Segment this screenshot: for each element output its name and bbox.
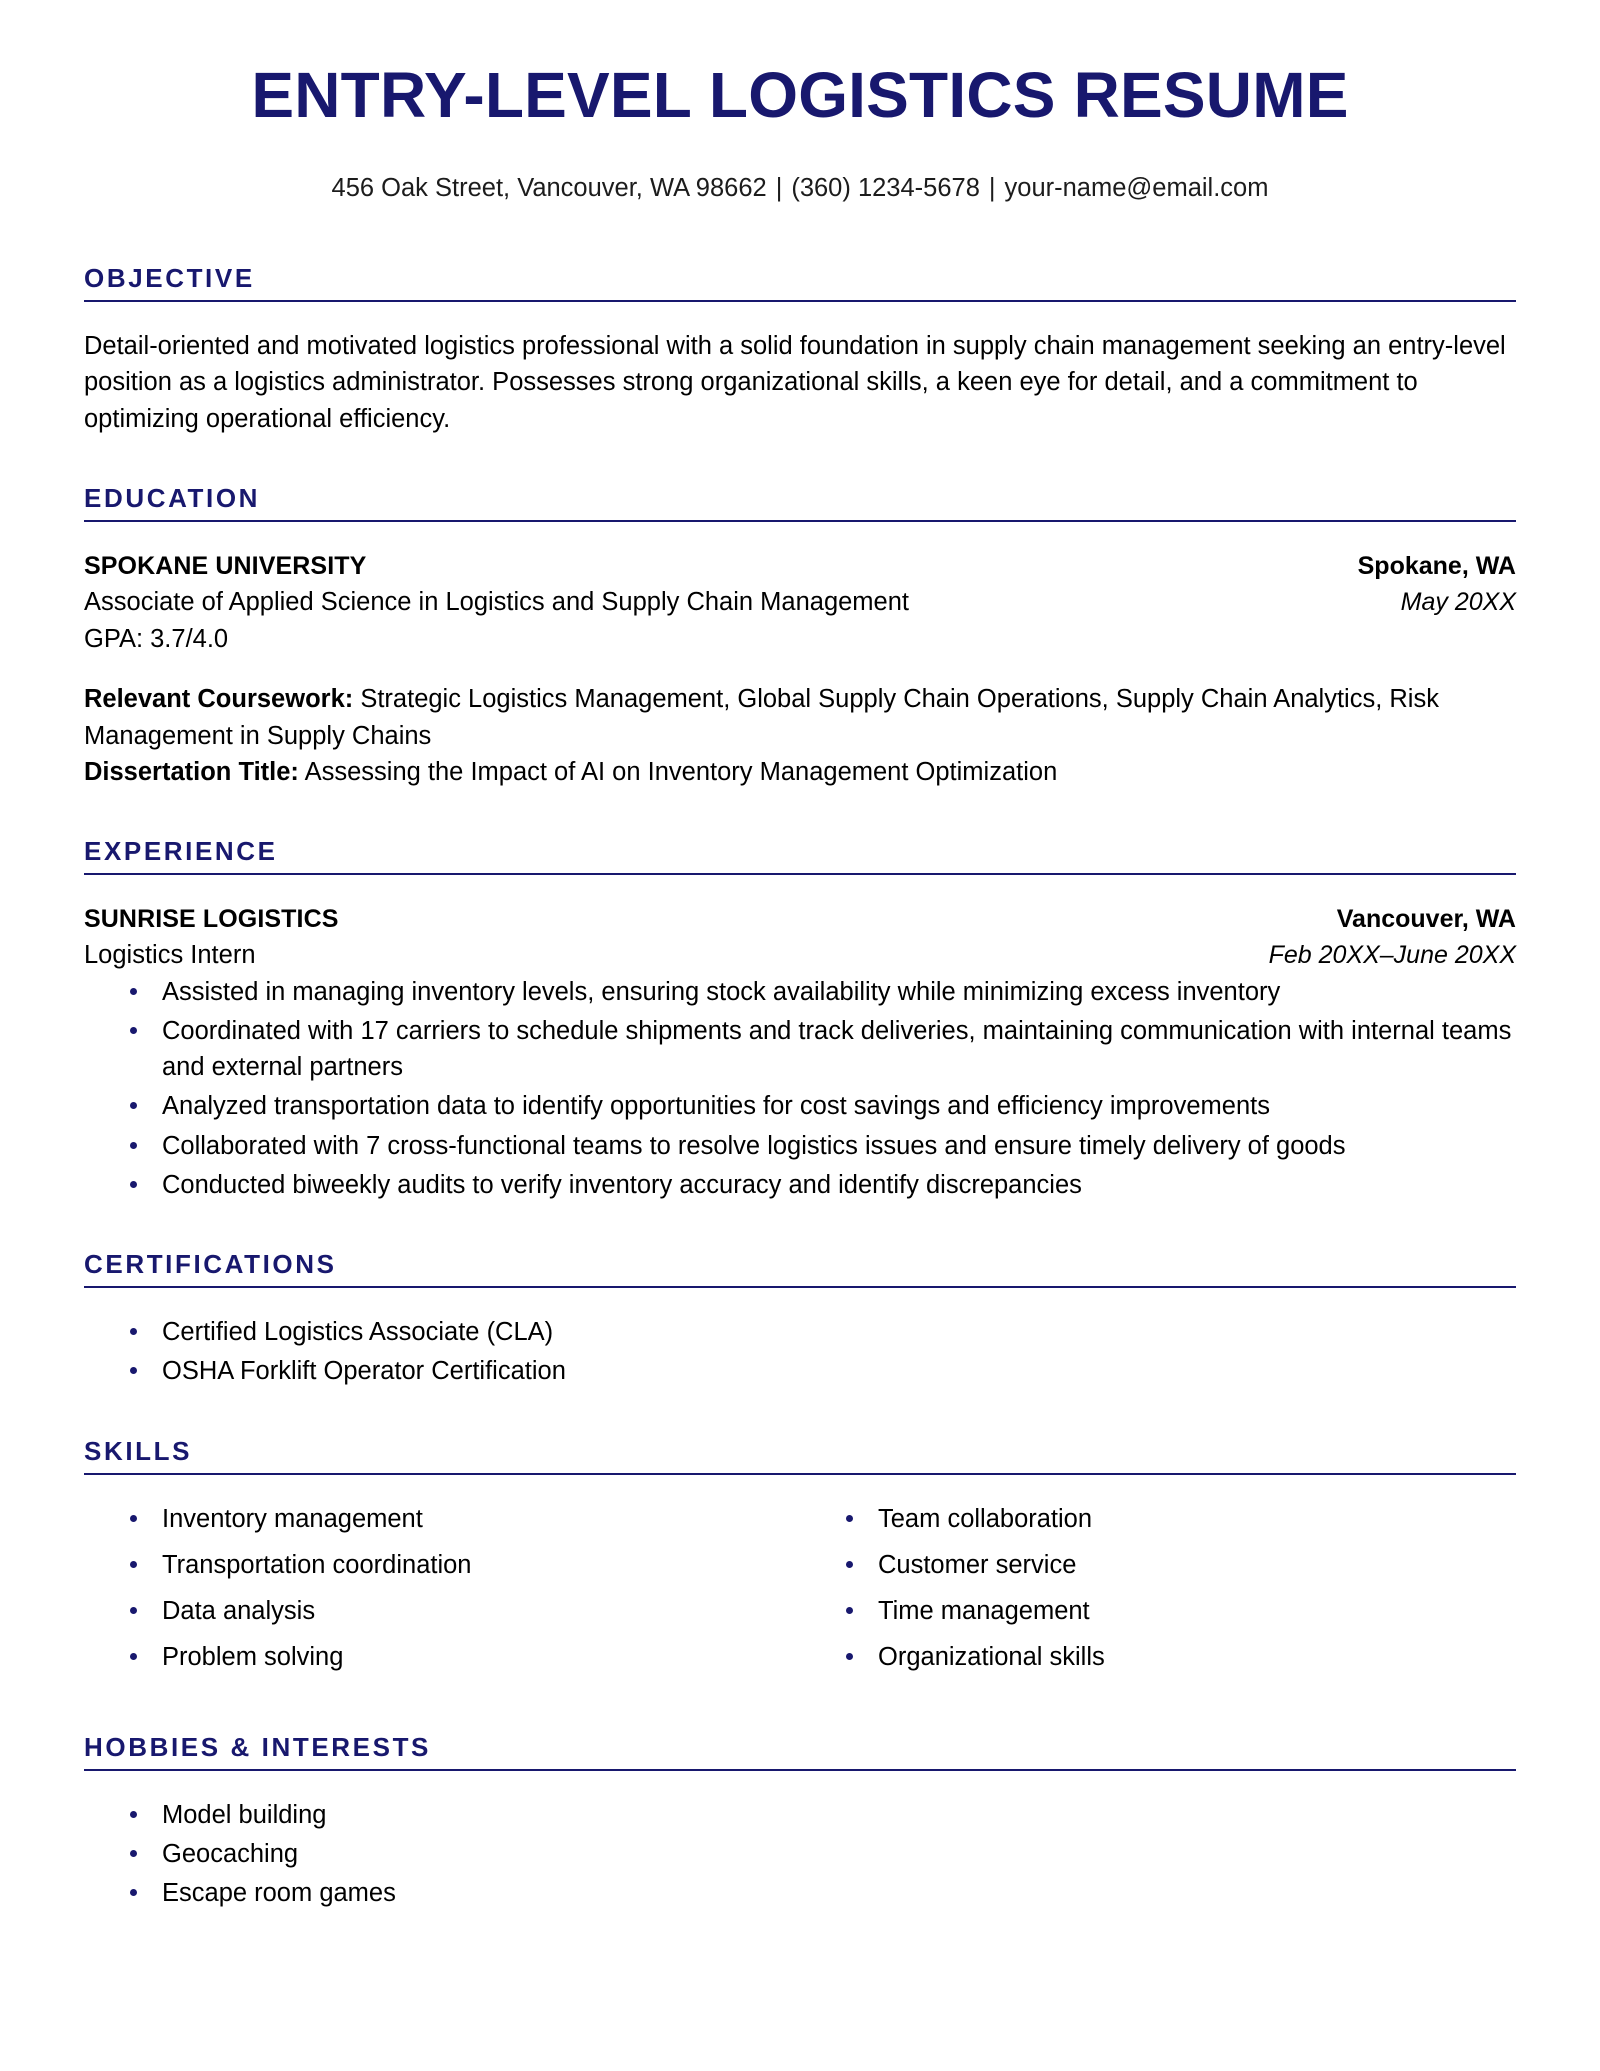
list-item: Time management — [800, 1593, 1516, 1629]
experience-entry-header — [84, 901, 1516, 937]
list-item: OSHA Forklift Operator Certification — [84, 1353, 1516, 1389]
page-title: ENTRY-LEVEL LOGISTICS RESUME — [251, 59, 1349, 131]
list-item: Collaborated with 7 cross-functional teams to resolve logistics issues and ensure timely delivery of goods — [84, 1128, 1516, 1164]
contact-line — [84, 130, 1516, 205]
education-details — [84, 681, 1516, 790]
list-item: Assisted in managing inventory levels, ensuring stock availability while minimizing excess inventory — [84, 974, 1516, 1010]
experience-location: Vancouver, WA — [1336, 905, 1516, 934]
list-item: Data analysis — [84, 1593, 800, 1629]
list-item: Model building — [84, 1797, 1516, 1833]
section-hobbies — [84, 1732, 1516, 1912]
skills-list-left — [84, 1501, 800, 1686]
contact-phone: (360) 1234-5678 — [791, 173, 980, 202]
list-item: Customer service — [800, 1547, 1516, 1583]
experience-role: Logistics Intern — [84, 941, 256, 970]
list-item: Problem solving — [84, 1639, 800, 1675]
section-divider-objective — [84, 300, 1516, 302]
list-item: Geocaching — [84, 1836, 1516, 1872]
list-item: Transportation coordination — [84, 1547, 800, 1583]
education-dissertation-label: Dissertation Title: — [84, 757, 299, 786]
section-heading-objective: OBJECTIVE — [84, 262, 255, 293]
section-heading-certifications: CERTIFICATIONS — [84, 1249, 337, 1280]
list-item: Certified Logistics Associate (CLA) — [84, 1314, 1516, 1350]
education-dissertation — [84, 754, 1516, 790]
list-item: Organizational skills — [800, 1639, 1516, 1675]
education-location: Spokane, WA — [1357, 551, 1516, 580]
list-item: Coordinated with 17 carriers to schedule shipments and track deliveries, maintaining communication with internal teams and external partners — [84, 1013, 1516, 1085]
section-experience — [84, 836, 1516, 1203]
skills-grid — [84, 1501, 1516, 1686]
education-date: May 20XX — [1400, 587, 1516, 616]
list-item: Inventory management — [84, 1501, 800, 1537]
section-divider-skills — [84, 1473, 1516, 1475]
section-skills — [84, 1436, 1516, 1686]
experience-entry-subheader — [84, 937, 1516, 974]
education-degree: Associate of Applied Science in Logistics and Supply Chain Management — [84, 587, 910, 616]
experience-date: Feb 20XX–June 20XX — [1268, 941, 1516, 970]
section-heading-skills: SKILLS — [84, 1435, 193, 1466]
section-heading-education: EDUCATION — [84, 482, 261, 513]
section-divider-certifications — [84, 1286, 1516, 1288]
experience-bullet-list — [84, 974, 1516, 1203]
contact-address: 456 Oak Street, Vancouver, WA 98662 — [331, 173, 767, 202]
list-item: Escape room games — [84, 1875, 1516, 1911]
education-coursework-value: Strategic Logistics Management, Global Supply Chain Operations, Supply Chain Analytics, Risk Management in Supply Chains — [84, 685, 1439, 750]
contact-email[interactable]: your-name@email.com — [1004, 173, 1269, 202]
contact-separator-1: | — [775, 173, 783, 202]
education-entry-subheader — [84, 584, 1516, 621]
hobbies-list — [84, 1797, 1516, 1912]
section-education — [84, 483, 1516, 790]
objective-paragraph: Detail-oriented and motivated logistics professional with a solid foundation in supply chain management seeking an entry-level position as a logistics administrator. Possesses strong organizational skills, a keen eye for detail, and a commitment to optimizing operational efficiency. — [84, 332, 1506, 433]
education-gpa: GPA: 3.7/4.0 — [84, 624, 229, 653]
education-dissertation-value: Assessing the Impact of AI on Inventory Management Optimization — [304, 757, 1058, 786]
contact-separator-2: | — [988, 173, 996, 202]
education-entry-header — [84, 548, 1516, 584]
section-certifications — [84, 1249, 1516, 1390]
section-heading-experience: EXPERIENCE — [84, 835, 278, 866]
certifications-list — [84, 1314, 1516, 1389]
section-divider-hobbies — [84, 1769, 1516, 1771]
section-heading-hobbies: HOBBIES & INTERESTS — [84, 1731, 431, 1762]
list-item: Conducted biweekly audits to verify inventory accuracy and identify discrepancies — [84, 1167, 1516, 1203]
education-coursework-label: Relevant Coursework: — [84, 685, 354, 714]
section-objective — [84, 263, 1516, 437]
section-divider-experience — [84, 873, 1516, 875]
list-item: Analyzed transportation data to identify opportunities for cost savings and efficiency improvements — [84, 1088, 1516, 1124]
section-divider-education — [84, 520, 1516, 522]
skills-list-right — [800, 1501, 1516, 1686]
education-organization: SPOKANE UNIVERSITY — [84, 551, 367, 580]
experience-organization: SUNRISE LOGISTICS — [84, 905, 339, 934]
list-item: Team collaboration — [800, 1501, 1516, 1537]
education-coursework — [84, 681, 1516, 753]
